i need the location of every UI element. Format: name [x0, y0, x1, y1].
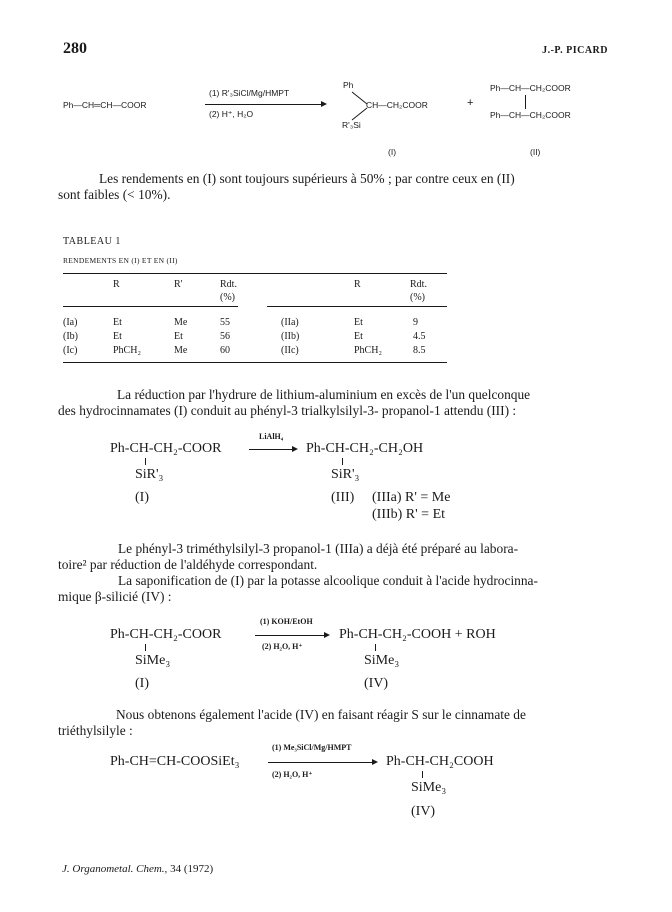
table-row-3-r: PhCH₂	[113, 345, 141, 356]
table-row-2-label: (Ib)	[63, 331, 78, 342]
table-row-1-yield-right: 9	[413, 317, 418, 328]
scheme1-reactant: Ph—CH═CH—COOR	[63, 100, 147, 110]
scheme4-right: Ph-CH-CH₂COOH	[386, 754, 494, 769]
table-row-2-yield-right: 4.5	[413, 331, 426, 342]
table-row-3-label-right: (IIc)	[281, 345, 299, 356]
table-header-rdt-right: Rdt.	[410, 279, 427, 290]
scheme3-left-substituent: SiMe₃	[135, 653, 171, 668]
scheme2-right-substituent: SiR'₃	[331, 467, 360, 482]
scheme3-arrowhead	[324, 632, 330, 638]
product1-main: CH—CH₂COOR	[366, 100, 428, 110]
table-row-2-yield: 56	[220, 331, 230, 342]
scheme3-left: Ph-CH-CH₂-COOR	[110, 627, 222, 642]
product2-bottom: Ph—CH—CH₂COOR	[490, 110, 571, 120]
scheme4-arrow	[268, 762, 374, 763]
paragraph-3-line-3: La saponification de (I) par la potasse alcoolique conduit à l'acide hydrocinna-	[118, 573, 538, 588]
journal-name: J. Organometal. Chem.,	[62, 863, 168, 875]
scheme4-condition-2: (2) H₂O, H⁺	[272, 770, 313, 779]
table-row-1-r-right: Et	[354, 317, 363, 328]
scheme1-arrowhead	[321, 101, 327, 107]
table-row-3-label: (Ic)	[63, 345, 78, 356]
journal-volume: 34 (1972)	[170, 863, 214, 875]
table-mid-rule-left	[63, 306, 238, 307]
table-header-rdt: Rdt.	[220, 279, 237, 290]
table-header-r-right: R	[354, 279, 361, 290]
scheme3-label-left: (I)	[135, 676, 149, 691]
scheme4-right-substituent: SiMe₃	[411, 780, 447, 795]
page-number: 280	[63, 40, 87, 57]
product1-silyl: R'₃Si	[342, 120, 361, 130]
label-II: (II)	[530, 147, 541, 157]
table-subtitle: RENDEMENTS EN (I) ET EN (II)	[63, 256, 178, 265]
scheme2-left: Ph-CH-CH₂-COOR	[110, 441, 222, 456]
table-row-3-rprime: Me	[174, 345, 188, 356]
table-row-3-r-right: PhCH₂	[354, 345, 382, 356]
scheme2-variant-a: (IIIa) R' = Me	[372, 490, 451, 505]
scheme2-label-right: (III)	[331, 490, 355, 505]
scheme4-arrowhead	[372, 759, 378, 765]
table-title: TABLEAU 1	[63, 236, 121, 247]
scheme2-reagent: LiAlH₄	[259, 432, 284, 441]
table-row-1-label-right: (IIa)	[281, 317, 299, 328]
paragraph-1-line-2: sont faibles (< 10%).	[58, 187, 171, 202]
paragraph-1-line-1: Les rendements en (I) sont toujours supérieurs à 50% ; par contre ceux en (II)	[99, 171, 515, 186]
running-author: J.-P. PICARD	[542, 45, 608, 56]
product1-ph: Ph	[343, 80, 354, 90]
table-top-rule	[63, 273, 447, 274]
scheme2-arrowhead	[292, 446, 298, 452]
scheme2-label-left: (I)	[135, 490, 149, 505]
scheme1-condition-2: (2) H⁺, H₂O	[209, 109, 254, 119]
table-row-3-yield-right: 8.5	[413, 345, 426, 356]
table-row-2-r-right: Et	[354, 331, 363, 342]
scheme2-right: Ph-CH-CH₂-CH₂OH	[306, 441, 424, 456]
paragraph-2-line-2: des hydrocinnamates (I) conduit au phényl-3 trialkylsilyl-3- propanol-1 attendu (III) :	[58, 403, 517, 418]
table-row-1-r: Et	[113, 317, 122, 328]
scheme1-arrow	[205, 104, 323, 105]
scheme4-left: Ph-CH=CH-COOSiEt₃	[110, 754, 240, 769]
table-header-rprime: R'	[174, 279, 183, 290]
scheme3-arrow	[255, 635, 326, 636]
scheme3-condition-2: (2) H₂O, H⁺	[262, 642, 303, 651]
table-row-2-rprime: Et	[174, 331, 183, 342]
paragraph-3-line-2: toire² par réduction de l'aldéhyde correspondant.	[58, 557, 318, 572]
table-bottom-rule	[63, 362, 447, 363]
product2-top: Ph—CH—CH₂COOR	[490, 83, 571, 93]
table-row-2-label-right: (IIb)	[281, 331, 300, 342]
paragraph-3-line-1: Le phényl-3 triméthylsilyl-3 propanol-1 (IIIa) a déjà été préparé au labora-	[118, 541, 519, 556]
table-header-percent: (%)	[220, 292, 235, 303]
scheme2-right-bond	[342, 458, 343, 465]
table-header-r: R	[113, 279, 120, 290]
scheme1-condition-1: (1) R'₃SiCl/Mg/HMPT	[209, 88, 290, 98]
scheme2-arrow	[249, 449, 294, 450]
product2-bond	[525, 95, 526, 109]
scheme4-condition-1: (1) Me₃SiCl/Mg/HMPT	[272, 743, 352, 752]
scheme2-left-bond	[145, 458, 146, 465]
table-row-3-yield: 60	[220, 345, 230, 356]
scheme3-label-right: (IV)	[364, 676, 389, 691]
paragraph-4-line-2: triéthylsilyle :	[58, 723, 133, 738]
journal-citation	[62, 863, 213, 875]
table-header-percent-right: (%)	[410, 292, 425, 303]
table-row-2-r: Et	[113, 331, 122, 342]
scheme3-left-bond	[145, 644, 146, 651]
scheme3-right-bond	[375, 644, 376, 651]
table-row-1-yield: 55	[220, 317, 230, 328]
paragraph-3-line-4: mique β-silicié (IV) :	[58, 589, 172, 604]
scheme4-right-bond	[422, 771, 423, 778]
table-mid-rule-right	[267, 306, 447, 307]
scheme1-plus: +	[467, 97, 474, 109]
scheme2-left-substituent: SiR'₃	[135, 467, 164, 482]
table-row-1-rprime: Me	[174, 317, 188, 328]
scheme3-right: Ph-CH-CH₂-COOH + ROH	[339, 627, 496, 642]
scheme4-label-right: (IV)	[411, 804, 436, 819]
paragraph-2-line-1: La réduction par l'hydrure de lithium-aluminium en excès de l'un quelconque	[117, 387, 531, 402]
scheme3-condition-1: (1) KOH/EtOH	[260, 617, 313, 626]
paragraph-4-line-1: Nous obtenons également l'acide (IV) en faisant réagir S sur le cinnamate de	[116, 707, 526, 722]
scheme3-right-substituent: SiMe₃	[364, 653, 400, 668]
table-row-1-label: (Ia)	[63, 317, 78, 328]
scheme2-variant-b: (IIIb) R' = Et	[372, 507, 446, 522]
label-I: (I)	[388, 147, 397, 157]
